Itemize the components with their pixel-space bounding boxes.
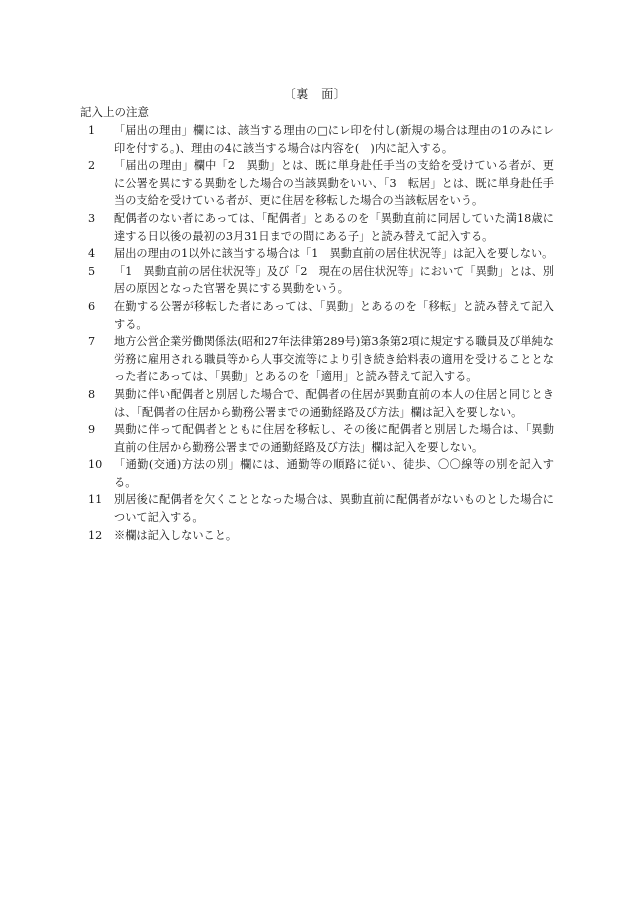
note-item <box>88 421 554 456</box>
note-text: 「通勤(交通)方法の別」欄には、通勤等の順路に従い、徒歩、〇〇線等の別を記入する。 <box>114 458 554 489</box>
note-text: 地方公営企業労働関係法(昭和27年法律第289号)第3条第2項に規定する職員及び単純な労務に雇用される職員等から人事交流等により引き続き給料表の適用を受けることとなった者にあっては、「異動」とあるのを「適用」と読み替えて記入する。 <box>114 335 554 384</box>
note-item <box>88 527 554 545</box>
note-number: 4 <box>88 247 96 261</box>
note-number: 2 <box>88 159 96 173</box>
note-text: 「届出の理由」欄には、該当する理由の□にレ印を付し(新規の場合は理由の1のみにレ印を付する。)、理由の4に該当する場合は内容を( )内に記入する。 <box>114 124 554 155</box>
note-item <box>88 245 554 263</box>
note-number: 1 <box>88 124 96 137</box>
note-number: 7 <box>88 335 96 349</box>
note-item <box>88 298 554 333</box>
note-number: 9 <box>88 423 96 437</box>
page-header: 〔裏 面〕 <box>283 87 347 101</box>
section-title: 記入上の注意 <box>80 105 149 119</box>
note-number: 5 <box>88 264 96 278</box>
note-number: 12 <box>88 528 103 542</box>
note-item <box>88 263 554 298</box>
note-item <box>88 210 554 245</box>
note-text: 配偶者のない者にあっては、「配偶者」とあるのを「異動直前に同居していた満18歳に達する日以後の最初の3月31日までの間にある子」と読み替えて記入する。 <box>114 211 554 243</box>
note-item <box>88 456 554 491</box>
note-item <box>88 386 554 421</box>
note-number: 3 <box>88 211 96 225</box>
note-text: 「届出の理由」欄中「2 異動」とは、既に単身赴任手当の支給を受けている者が、更に公署を異にする異動をした場合の当該異動をいい、「3 転居」とは、既に単身赴任手当の支給を受けている者が、更に住居を移転した場合の当該転居をいう。 <box>114 159 554 208</box>
note-number: 8 <box>88 387 96 401</box>
note-text: 「1 異動直前の居住状況等」及び「2 現在の居住状況等」において「異動」とは、別居の原因となった官署を異にする異動をいう。 <box>114 264 554 296</box>
note-item <box>88 333 554 386</box>
note-item <box>88 491 554 526</box>
note-number: 11 <box>88 493 103 507</box>
notes-list <box>88 122 554 544</box>
note-item <box>88 157 554 210</box>
note-text: 届出の理由の1以外に該当する場合は「1 異動直前の居住状況等」は記入を要しない。 <box>114 247 554 261</box>
note-text: ※欄は記入しないこと。 <box>114 528 238 542</box>
note-number: 10 <box>88 458 103 472</box>
note-item <box>88 122 554 157</box>
note-text: 異動に伴い配偶者と別居した場合で、配偶者の住居が異動直前の本人の住居と同じときは、「配偶者の住居から勤務公署までの通勤経路及び方法」欄は記入を要しない。 <box>114 387 554 419</box>
note-text: 在勤する公署が移転した者にあっては、「異動」とあるのを「移転」と読み替えて記入する。 <box>114 299 554 331</box>
note-number: 6 <box>88 299 96 313</box>
note-text: 別居後に配偶者を欠くこととなった場合は、異動直前に配偶者がないものとした場合について記入する。 <box>114 493 554 525</box>
note-text: 異動に伴って配偶者とともに住居を移転し、その後に配偶者と別居した場合は、「異動直前の住居から勤務公署までの通勤経路及び方法」欄は記入を要しない。 <box>114 423 554 454</box>
